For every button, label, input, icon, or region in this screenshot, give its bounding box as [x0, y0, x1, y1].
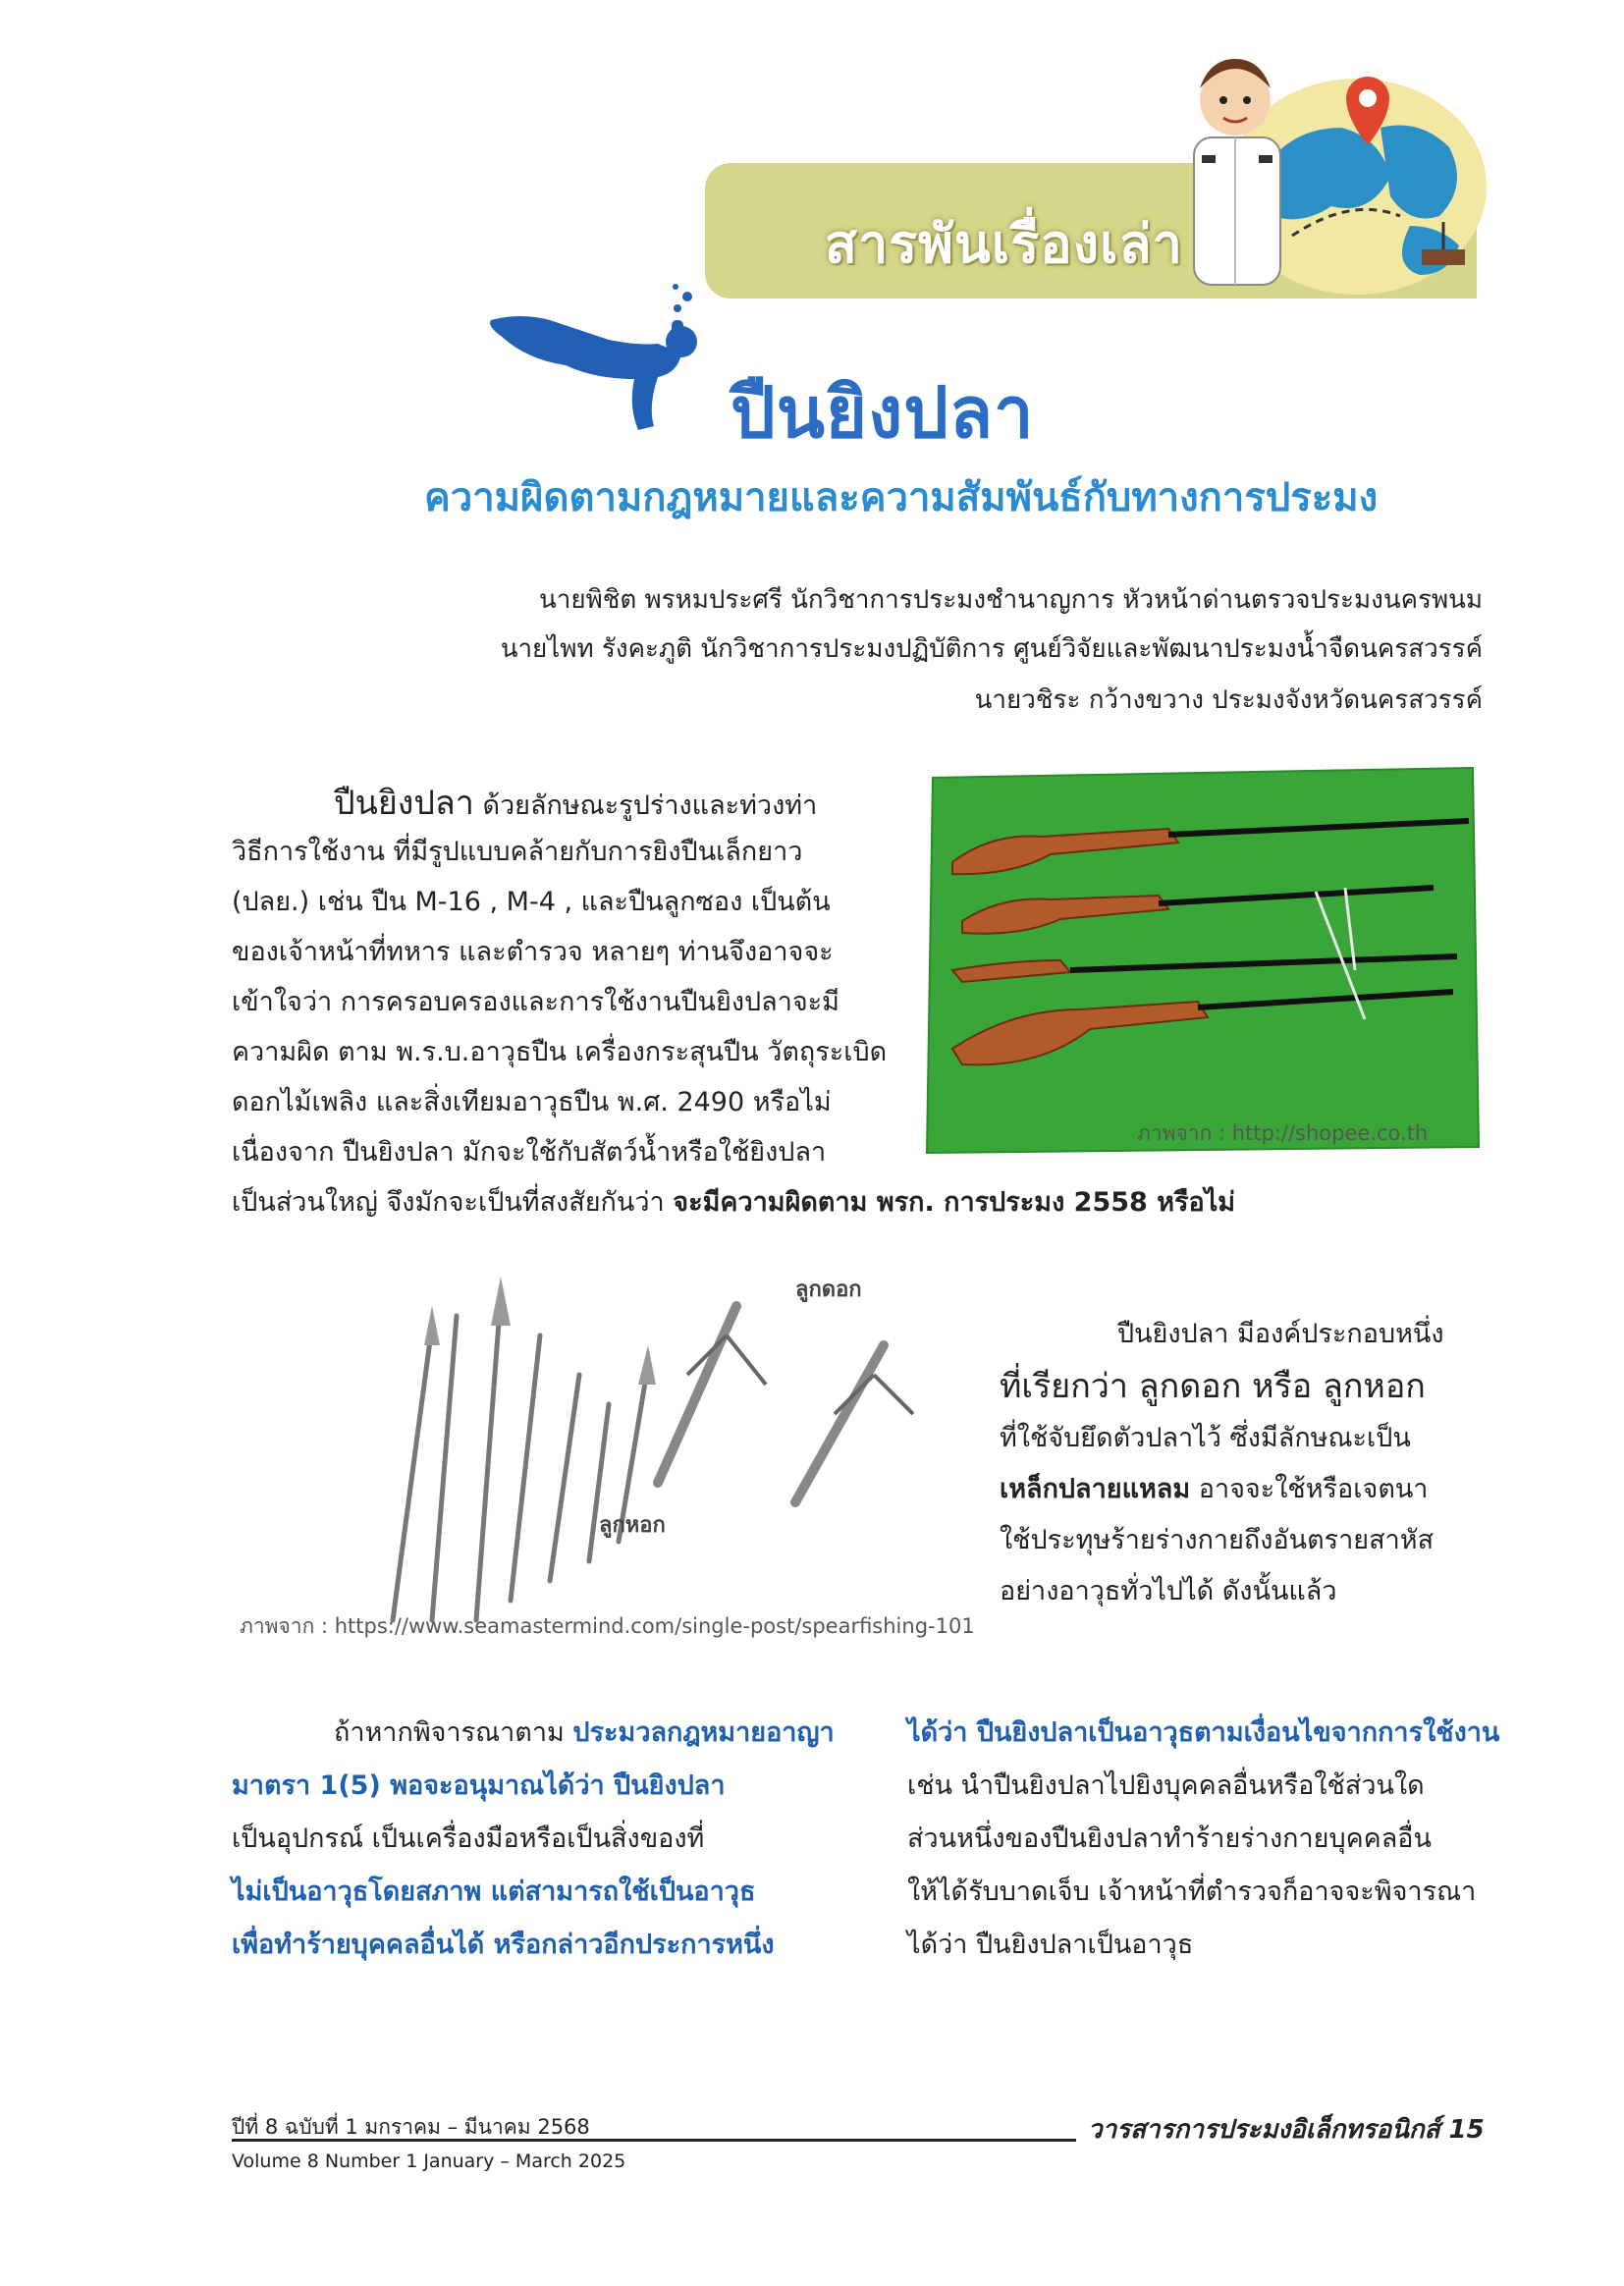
- intro-line-1: [334, 776, 817, 829]
- map-illustration: [1174, 39, 1494, 304]
- footer-divider: [232, 2139, 1076, 2142]
- left-col-line-1: [334, 1711, 835, 1753]
- author-line: นายวชิระ กว้างขวาง ประมงจังหวัดนครสวรรค์: [974, 685, 1483, 715]
- photo-caption: ภาพจาก : https://www.seamastermind.com/single-post/spearfishing-101: [240, 1614, 975, 1638]
- intro-line-6: ความผิด ตาม พ.ร.บ.อาวุธปืน เครื่องกระสุนปืน วัตถุระเบิด: [232, 1037, 888, 1067]
- part2-line-5: ใช้ประทุษร้ายร่างกายถึงอันตรายสาหัส: [1000, 1525, 1435, 1555]
- left-col-line-5: เพื่อทำร้ายบุคคลอื่นได้ หรือกล่าวอีกประการหนึ่ง: [232, 1930, 775, 1960]
- penal-code-text: ประมวลกฎหมายอาญา: [572, 1717, 835, 1748]
- intro-line-8: เนื่องจาก ปืนยิงปลา มักจะใช้กับสัตว์น้ำหรือใช้ยิงปลา: [232, 1137, 827, 1168]
- intro-lead: ปืนยิงปลา: [334, 784, 474, 823]
- part2-line-3: ที่ใช้จับยึดตัวปลาไว้ ซึ่งมีลักษณะเป็น: [1000, 1423, 1411, 1453]
- part2-line-2: ที่เรียกว่า ลูกดอก หรือ ลูกหอก: [1000, 1367, 1426, 1406]
- part2-line-4: [1000, 1467, 1428, 1509]
- author-line: นายไพท รังคะภูติ นักวิชาการประมงปฏิบัติการ ศูนย์วิจัยและพัฒนาประมงน้ำจืดนครสวรรค์: [500, 634, 1483, 664]
- label-dart: ลูกดอก: [795, 1278, 862, 1302]
- left-col-text: ถ้าหากพิจารณาตาม: [334, 1717, 573, 1748]
- spear-tips-photo: [236, 1267, 982, 1630]
- right-col-line-5: ได้ว่า ปืนยิงปลาเป็นอาวุธ: [907, 1930, 1194, 1960]
- intro-line-7: ดอกไม้เพลิง และสิ่งเทียมอาวุธปืน พ.ศ. 2490 หรือไม่: [232, 1087, 832, 1117]
- right-col-line-3: ส่วนหนึ่งของปืนยิงปลาทำร้ายร่างกายบุคคลอื่น: [907, 1823, 1432, 1854]
- left-col-line-4: ไม่เป็นอาวุธโดยสภาพ แต่สามารถใช้เป็นอาวุธ: [232, 1877, 756, 1907]
- article-subtitle: ความผิดตามกฎหมายและความสัมพันธ์กับทางการประมง: [424, 475, 1379, 520]
- sharp-steel-text: เหล็กปลายแหลม: [1000, 1474, 1191, 1504]
- part2-text: อาจจะใช้หรือเจตนา: [1190, 1474, 1429, 1504]
- part2-line-6: อย่างอาวุธทั่วไปได้ ดังนั้นแล้ว: [1000, 1576, 1337, 1606]
- intro-text: ด้วยลักษณะรูปร่างและท่วงท่า: [473, 790, 818, 821]
- section-title: สารพันเรื่องเล่า: [825, 213, 1183, 275]
- footer-journal-page: วารสารการประมงอิเล็กทรอนิกส์ 15: [1088, 2115, 1485, 2145]
- scuba-diver-icon: [485, 281, 731, 434]
- intro-text: เป็นส่วนใหญ่ จึงมักจะเป็นที่สงสัยกันว่า: [232, 1187, 674, 1218]
- label-spearhead: ลูกหอก: [599, 1513, 666, 1538]
- author-line: นายพิชิต พรหมประศรี นักวิชาการประมงชำนาญการ หัวหน้าด่านตรวจประมงนครพนม: [538, 585, 1483, 615]
- photo-caption: ภาพจาก : http://shopee.co.th: [1137, 1121, 1429, 1145]
- right-col-line-1: ได้ว่า ปืนยิงปลาเป็นอาวุธตามเงื่อนไขจากการใช้งาน: [907, 1717, 1500, 1748]
- part2-line-1: ปืนยิงปลา มีองค์ประกอบหนึ่ง: [1117, 1319, 1444, 1349]
- left-col-line-3: เป็นอุปกรณ์ เป็นเครื่องมือหรือเป็นสิ่งของที่: [232, 1823, 705, 1854]
- speargun-photo: [923, 764, 1483, 1157]
- intro-line-2: วิธีการใช้งาน ที่มีรูปแบบคล้ายกับการยิงปืนเล็กยาว: [232, 837, 803, 867]
- intro-question: จะมีความผิดตาม พรก. การประมง 2558 หรือไม่: [673, 1187, 1236, 1218]
- right-col-line-4: ให้ได้รับบาดเจ็บ เจ้าหน้าที่ตำรวจก็อาจจะพิจารณา: [907, 1877, 1477, 1907]
- intro-line-9: [232, 1180, 1235, 1223]
- footer-issue-english: Volume 8 Number 1 January – March 2025: [232, 2150, 626, 2172]
- intro-line-5: เข้าใจว่า การครอบครองและการใช้งานปืนยิงปลาจะมี: [232, 987, 839, 1017]
- footer-issue-thai: ปีที่ 8 ฉบับที่ 1 มกราคม – มีนาคม 2568: [232, 2115, 590, 2139]
- intro-line-4: ของเจ้าหน้าที่ทหาร และตำรวจ หลายๆ ท่านจึงอาจจะ: [232, 937, 834, 967]
- right-col-line-2: เช่น นำปืนยิงปลาไปยิงบุคคลอื่นหรือใช้ส่วนใด: [907, 1770, 1425, 1801]
- article-title: ปืนยิงปลา: [731, 371, 1035, 454]
- left-col-line-2: มาตรา 1(5) พอจะอนุมาณได้ว่า ปืนยิงปลา: [232, 1770, 726, 1801]
- intro-line-3: (ปลย.) เช่น ปืน M-16 , M-4 , และปืนลูกซอง เป็นต้น: [232, 887, 831, 917]
